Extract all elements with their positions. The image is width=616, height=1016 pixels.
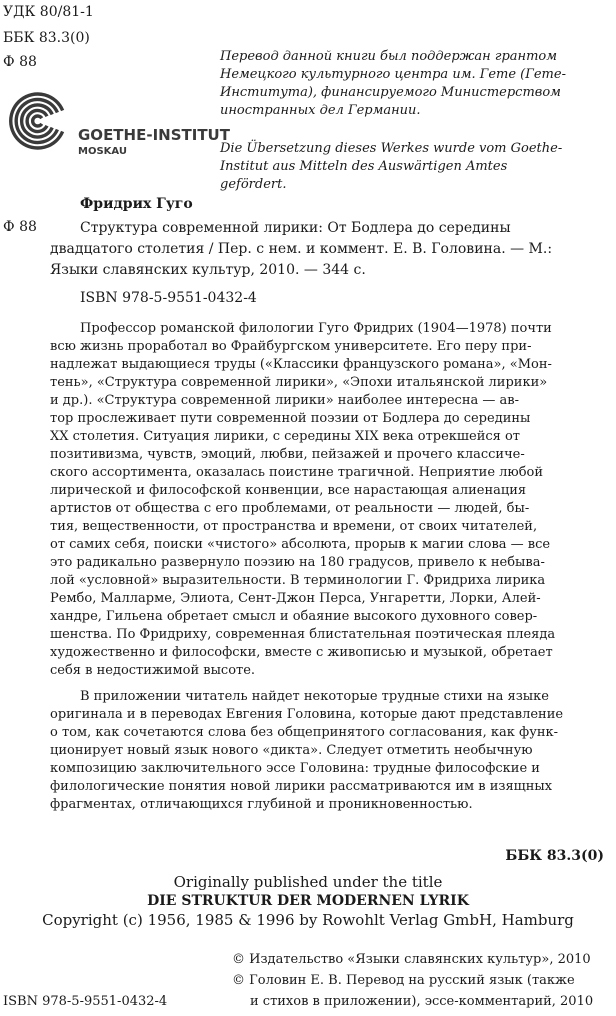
- abstract-line: надлежат выдающиеся труды («Классики французского романа», «Мон-: [50, 357, 552, 372]
- bbk-classification: ББК 83.3(0): [505, 848, 604, 864]
- abstract-line: позитивизма, чувств, эмоций, любви, пейзажей и прочего классиче-: [50, 447, 525, 462]
- goethe-logo-icon: [3, 86, 73, 156]
- grant-ru-line: Института), финансируемого Министерством: [220, 85, 561, 100]
- copyright-line: Copyright (c) 1956, 1985 & 1996 by Rowohlt Verlag GmbH, Hamburg: [42, 911, 574, 929]
- biblio-isbn: ISBN 978-5-9551-0432-4: [80, 290, 257, 306]
- copyright-publisher: © Издательство «Языки славянских культур», 2010: [232, 952, 591, 967]
- abstract-line: шенства. По Фридриху, современная блистательная поэтическая плеяда: [50, 627, 556, 642]
- udk-code: УДК 80/81-1: [3, 4, 94, 20]
- abstract-line: лой «условной» выразительности. В терминологии Г. Фридриха лирика: [50, 573, 546, 588]
- abstract-line: оригинала и в переводах Евгения Головина, которые дают представление: [50, 707, 564, 722]
- abstract-line: ционирует новый язык нового «дикта». Следует отметить необычную: [50, 743, 533, 758]
- author-heading: Фридрих Гуго: [80, 196, 193, 212]
- author-sign-code: Ф 88: [3, 54, 37, 70]
- abstract-line: фрагментах, отличающихся глубиной и проникновенностью.: [50, 797, 473, 812]
- grant-ru-line: Немецкого культурного центра им. Гете (Гете-: [220, 67, 566, 82]
- biblio-line: двадцатого столетия / Пер. с нем. и коммент. Е. В. Головина. — М.:: [50, 241, 553, 257]
- abstract-line: артистов от общества с его проблемами, от реальности — людей, бы-: [50, 501, 530, 516]
- grant-notice-russian: [220, 48, 566, 120]
- abstract-line: тия, вещественности, от пространства и времени, от своих читателей,: [50, 519, 538, 534]
- abstract-line: лирической и философской конвенции, все нарастающая алиенация: [50, 483, 527, 498]
- biblio-code: Ф 88: [3, 219, 37, 235]
- abstract-line: это радикально развернуло поэзию на 180 градусов, привело к небыва-: [50, 555, 545, 570]
- abstract-line: о том, как сочетаются слова без общепринятого согласования, как функ-: [50, 725, 559, 740]
- grant-ru-line: Перевод данной книги был поддержан грантом: [220, 49, 558, 64]
- grant-de-line: gefördert.: [220, 177, 287, 192]
- biblio-description-cont: [50, 239, 552, 281]
- biblio-description: [80, 218, 511, 239]
- biblio-line: Структура современной лирики: От Бодлера до середины: [80, 220, 511, 236]
- abstract-line: всю жизнь проработал во Фрайбургском университете. Его перу при-: [50, 339, 532, 354]
- abstract-line: тор прослеживает пути современной поэзии от Бодлера до середины: [50, 411, 531, 426]
- abstract-line: себя в недостижимой высоте.: [50, 663, 256, 678]
- abstract-line: Рембо, Малларме, Элиота, Сент-Джон Перса, Унгаретти, Лорки, Алей-: [50, 591, 541, 606]
- goethe-logo-name: GOETHE-INSTITUT: [78, 126, 230, 144]
- abstract-line: XX столетия. Ситуация лирики, с середины XIX века отрекшейся от: [50, 429, 520, 444]
- original-title-intro: Originally published under the title: [173, 873, 443, 891]
- abstract-line: филологические понятия новой лирики рассматриваются им в изящных: [50, 779, 553, 794]
- goethe-logo-city: MOSKAU: [78, 146, 127, 157]
- abstract-line: В приложении читатель найдет некоторые трудные стихи на языке: [80, 689, 549, 704]
- bbk-code: ББК 83.3(0): [3, 30, 90, 46]
- abstract-line: от самих себя, поиски «чистого» абсолюта, прорыв к магии слова — все: [50, 537, 551, 552]
- abstract-paragraph-2: [50, 688, 563, 814]
- abstract-line: художественно и философски, вместе с живописью и музыкой, обретает: [50, 645, 553, 660]
- abstract-line: Профессор романской филологии Гуго Фридрих (1904—1978) почти: [80, 321, 552, 336]
- grant-notice-german: [220, 140, 562, 194]
- copyright-translator-cont: и стихов в приложении), эссе-комментарий, 2010: [250, 994, 594, 1009]
- abstract-paragraph-1: [50, 320, 555, 680]
- grant-ru-line: иностранных дел Германии.: [220, 103, 421, 118]
- footer-isbn: ISBN 978-5-9551-0432-4: [3, 994, 168, 1009]
- grant-de-line: Institut aus Mitteln des Auswärtigen Amtes: [220, 159, 508, 174]
- abstract-line: хандре, Гильена обретает смысл и обаяние высокого духовного совер-: [50, 609, 538, 624]
- abstract-line: и др.). «Структура современной лирики» наиболее интересна — ав-: [50, 393, 519, 408]
- grant-de-line: Die Übersetzung dieses Werkes wurde vom Goethe-: [220, 141, 563, 156]
- abstract-line: ского ассортимента, оказалась поистине трагичной. Неприятие любой: [50, 465, 544, 480]
- copyright-translator: © Головин Е. В. Перевод на русский язык (также: [232, 973, 575, 988]
- abstract-line: тень», «Структура современной лирики», «Эпохи итальянской лирики»: [50, 375, 548, 390]
- abstract-line: композицию заключительного эссе Головина: трудные философские и: [50, 761, 540, 776]
- original-title: DIE STRUKTUR DER MODERNEN LYRIK: [147, 893, 469, 909]
- biblio-line: Языки славянских культур, 2010. — 344 с.: [50, 262, 366, 278]
- original-publication: [0, 873, 616, 930]
